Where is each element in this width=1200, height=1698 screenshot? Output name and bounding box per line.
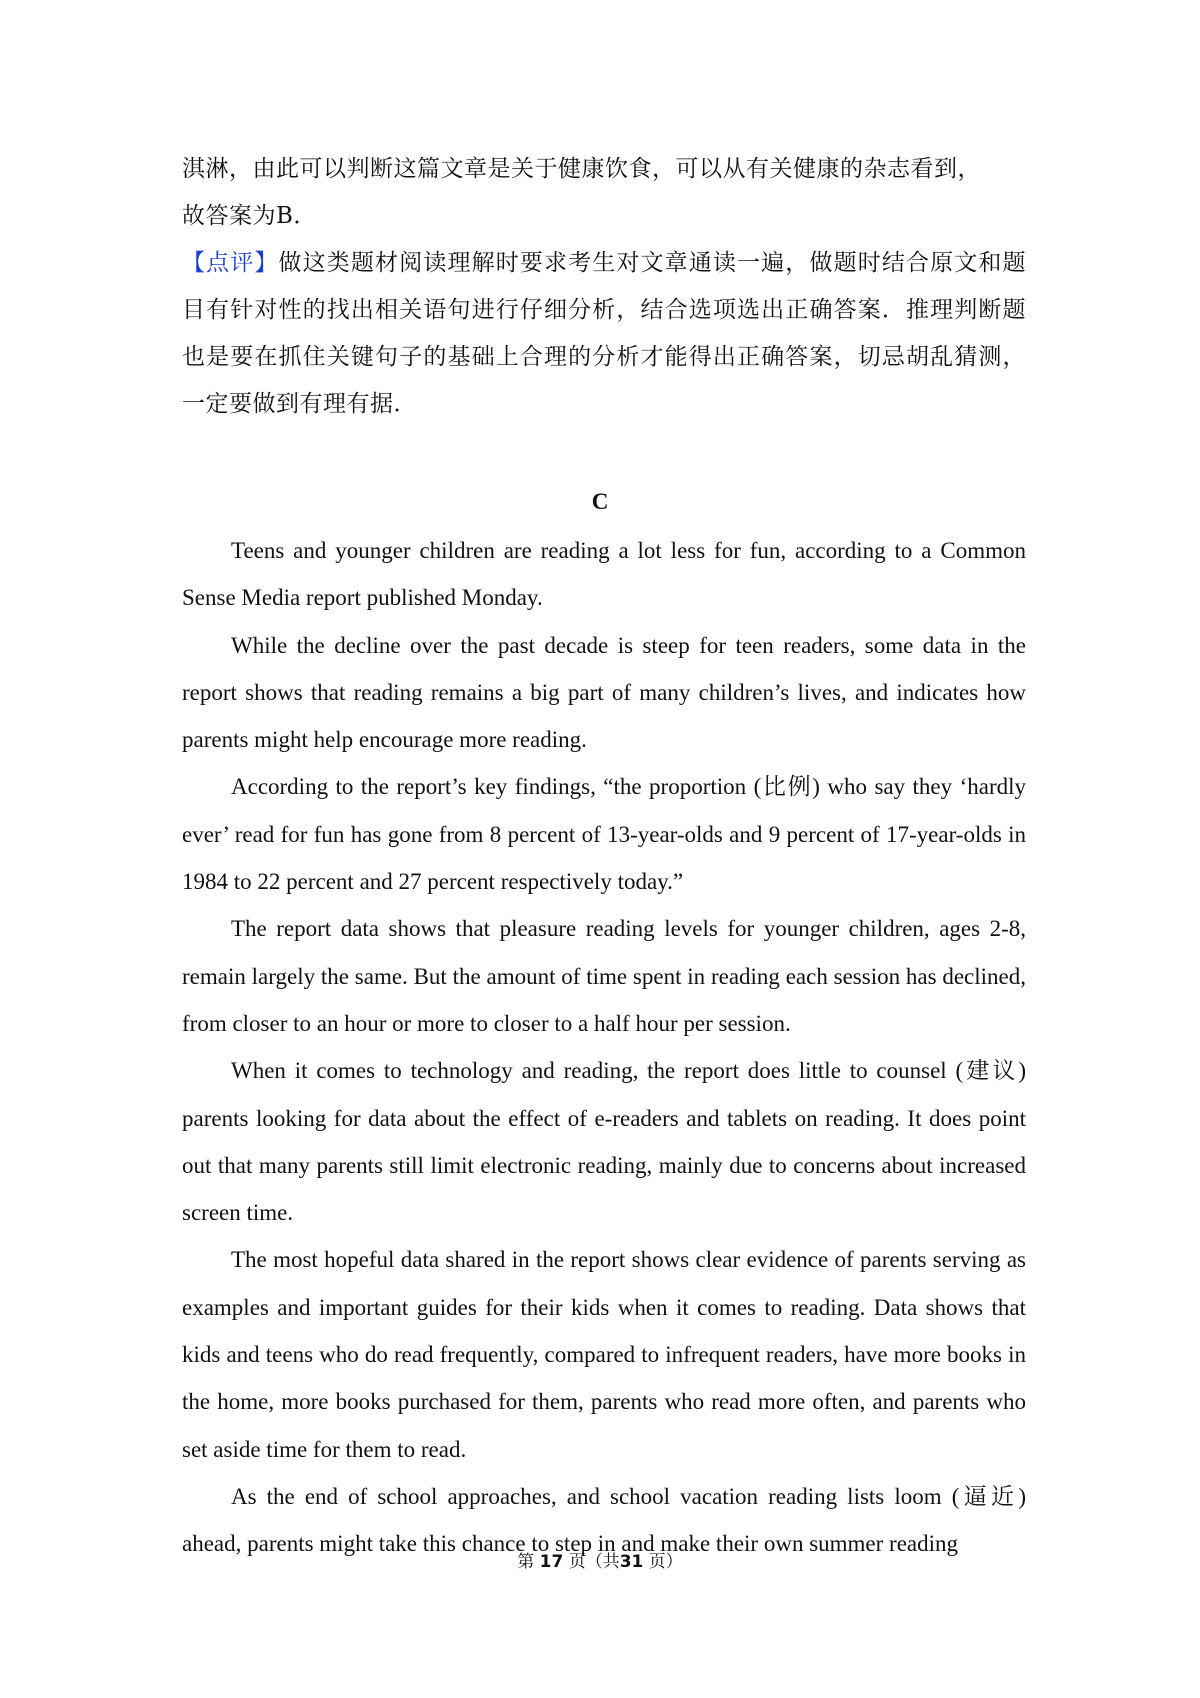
previous-answer-explanation (182, 146, 1026, 240)
article-paragraph-5: When it comes to technology and reading, the report does little to counsel (建议) parents looking for data about the effect of e-readers and tablets on reading. It does point out that many parents still limit electronic reading, mainly due to concerns about increased screen time. (182, 1058, 1026, 1226)
footer-suffix: 页） (648, 1552, 683, 1572)
comment-paragraph (182, 240, 1026, 428)
article-body (182, 527, 1026, 1568)
article-paragraph-6: The most hopeful data shared in the report shows clear evidence of parents serving as examples and important guides for their kids when it comes to reading. Data shows that kids and teens who do read frequently, compared to infrequent readers, have more books in the home, more books purchased for them, parents who read more often, and parents who set aside time for them to read. (182, 1247, 1026, 1462)
article-paragraph-1: Teens and younger children are reading a lot less for fun, according to a Common Sense Media report published Monday. (182, 538, 1026, 611)
comment-text: 做这类题材阅读理解时要求考生对文章通读一遍，做题时结合原文和题目有针对性的找出相关语句进行仔细分析，结合选项选出正确答案．推理判断题也是要在抓住关键句子的基础上合理的分析才能得出正确答案，切忌胡乱猜测，一定要做到有理有据． (182, 250, 1027, 417)
article-paragraph-4: The report data shows that pleasure reading levels for younger children, ages 2-8, remain largely the same. But the amount of time spent in reading each session has declined, from closer to an hour or more to closer to a half hour per session. (182, 916, 1026, 1036)
comment-tag: 【点评】 (182, 250, 279, 276)
footer-middle: 页（共 (568, 1552, 620, 1572)
page-footer (0, 1550, 1200, 1574)
total-page-number: 31 (619, 1552, 644, 1572)
article-paragraph-2: While the decline over the past decade is steep for teen readers, some data in the report shows that reading remains a big part of many children’s lives, and indicates how parents might help encourage more reading. (182, 632, 1026, 753)
footer-prefix: 第 (517, 1552, 535, 1572)
comment-block (182, 240, 1026, 428)
current-page-number: 17 (539, 1552, 564, 1572)
article-paragraph-3: According to the report’s key findings, “the proportion (比例) who say they ‘hardly ever’ read for fun has gone from 8 percent of 13-year-olds and 9 percent of 17-year-olds in 1984 to 22 percent and 27 percent respectively today.” (182, 774, 1026, 895)
section-heading: C (591, 489, 609, 514)
article-paragraph-7: As the end of school approaches, and school vacation reading lists loom (逼近) ahead, parents might take this chance to step in and make their own summer reading (182, 1483, 1026, 1557)
explanation-line-1: 淇淋，由此可以判断这篇文章是关于健康饮食，可以从有关健康的杂志看到， (182, 156, 981, 182)
explanation-line-2: 故答案为B． (182, 203, 317, 229)
